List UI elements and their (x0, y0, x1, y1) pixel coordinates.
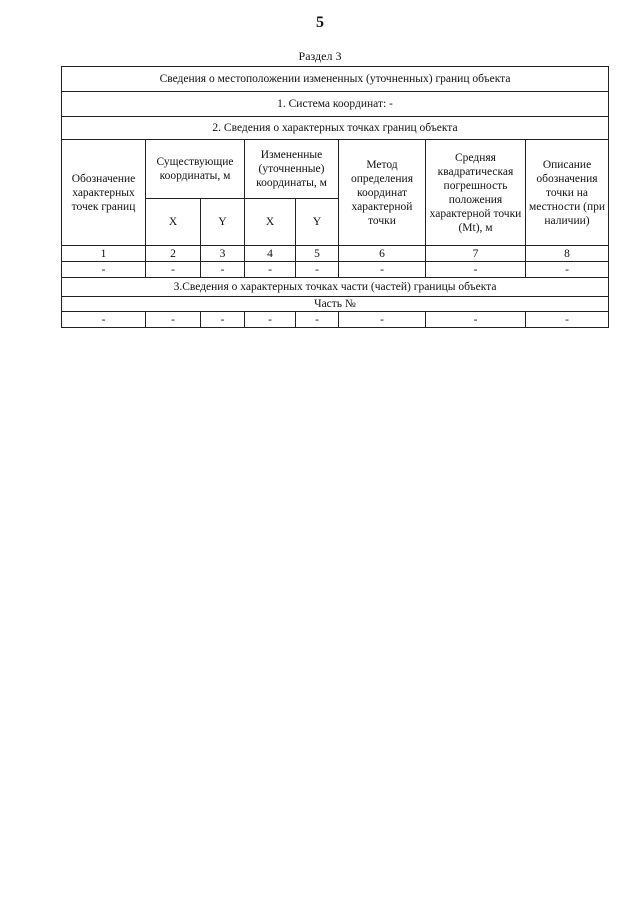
header-mean-error: Средняя квадратическая погрешность положения характерной точки (Mt), м (426, 140, 526, 246)
column-number: 4 (245, 246, 296, 262)
column-number: 2 (146, 246, 201, 262)
table-cell: - (339, 312, 426, 328)
column-numbers-row (62, 246, 609, 262)
table-cell: - (526, 262, 609, 278)
table-cell: - (526, 312, 609, 328)
header-existing-x: X (146, 199, 201, 246)
table-cell: - (339, 262, 426, 278)
table-cell: - (296, 312, 339, 328)
page-number: 5 (316, 14, 324, 31)
table-title: Сведения о местоположении измененных (уточненных) границ объекта (62, 67, 609, 92)
header-point-designation: Обозначение характерных точек границ (62, 140, 146, 246)
table-cell: - (146, 312, 201, 328)
header-existing-y: Y (201, 199, 245, 246)
column-number: 6 (339, 246, 426, 262)
column-number: 7 (426, 246, 526, 262)
part-number-label: Часть № (62, 297, 609, 312)
table-cell: - (426, 262, 526, 278)
section-3-title: 3.Сведения о характерных точках части (частей) границы объекта (62, 278, 609, 297)
boundary-points-table (61, 66, 609, 328)
header-changed-coords: Измененные (уточненные) координаты, м (245, 140, 339, 199)
table-cell: - (62, 312, 146, 328)
table-cell: - (201, 262, 245, 278)
header-changed-x: X (245, 199, 296, 246)
table-cell: - (426, 312, 526, 328)
table-cell: - (62, 262, 146, 278)
column-number: 3 (201, 246, 245, 262)
coordinate-system-row: 1. Система координат: - (62, 92, 609, 117)
table-cell: - (296, 262, 339, 278)
table-cell: - (245, 312, 296, 328)
table-cell: - (201, 312, 245, 328)
table-cell: - (146, 262, 201, 278)
section-2-title: 2. Сведения о характерных точках границ объекта (62, 117, 609, 140)
table-row (62, 312, 609, 328)
column-number: 5 (296, 246, 339, 262)
column-number: 8 (526, 246, 609, 262)
section-label: Раздел 3 (298, 49, 342, 63)
header-description: Описание обозначения точки на местности (при наличии) (526, 140, 609, 246)
header-changed-y: Y (296, 199, 339, 246)
header-existing-coords: Существующие координаты, м (146, 140, 245, 199)
column-number: 1 (62, 246, 146, 262)
table-row (62, 262, 609, 278)
header-method: Метод определения координат характерной точки (339, 140, 426, 246)
table-cell: - (245, 262, 296, 278)
